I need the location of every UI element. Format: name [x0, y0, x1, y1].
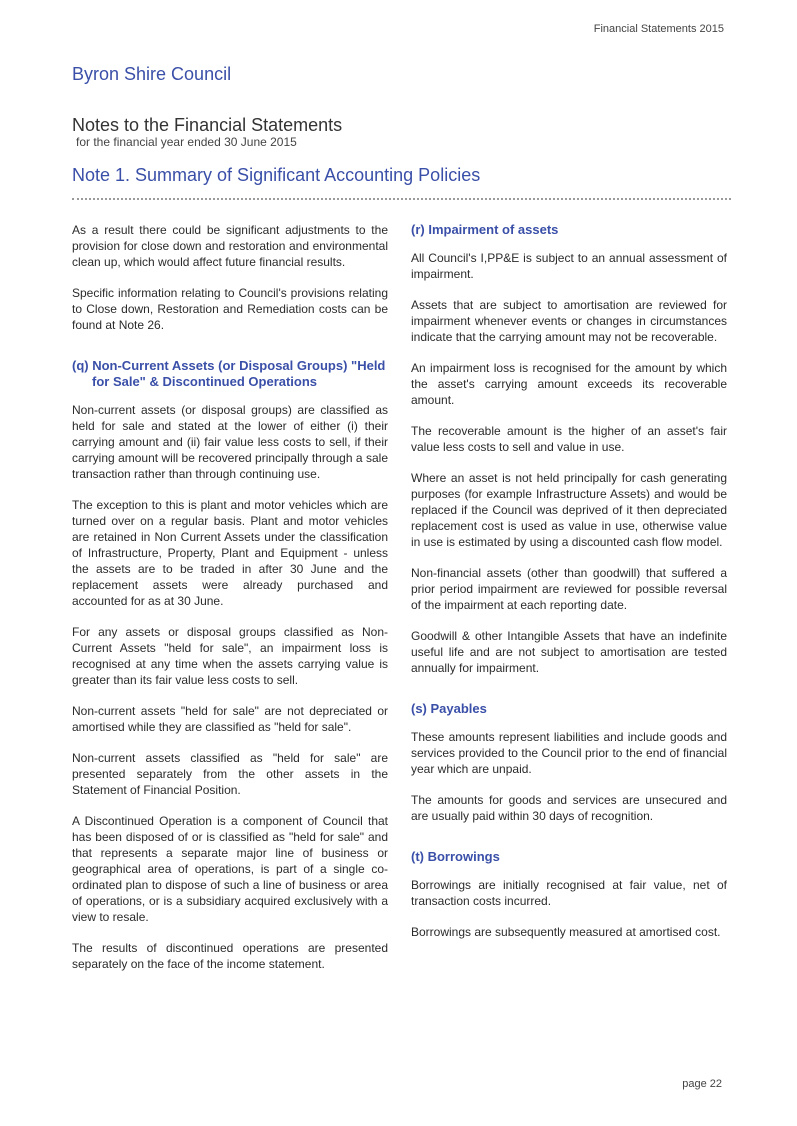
right-column: [411, 222, 727, 955]
note-title: Note 1. Summary of Significant Accounting Policies: [72, 165, 481, 185]
paragraph: An impairment loss is recognised for the amount by which the asset's carrying amount exceeds its recoverable amount.: [411, 361, 727, 407]
notes-title: Notes to the Financial Statements: [72, 115, 343, 135]
paragraph: Non-financial assets (other than goodwill) that suffered a prior period impairment are reviewed for possible reversal of the impairment at each reporting date.: [411, 566, 727, 612]
paragraph: The recoverable amount is the higher of an asset's fair value less costs to sell and value in use.: [411, 424, 727, 454]
notes-subtitle: for the financial year ended 30 June 2015: [76, 135, 297, 149]
paragraph: Where an asset is not held principally for cash generating purposes (for example Infrastructure Assets) and would be replaced if the Council was deprived of it then depreciated replacement cost is used as value in use, otherwise value in use is estimated by using a discounted cash flow model.: [411, 471, 727, 549]
left-column: [72, 222, 388, 987]
paragraph: Assets that are subject to amortisation are reviewed for impairment whenever events or changes in circumstances indicate that the carrying amount may not be recoverable.: [411, 298, 727, 344]
running-head: Financial Statements 2015: [593, 23, 724, 35]
paragraph: Non-current assets "held for sale" are not depreciated or amortised while they are classified as "held for sale".: [72, 704, 388, 734]
paragraph: Goodwill & other Intangible Assets that have an indefinite useful life and are not subject to amortisation are tested annually for impairment.: [411, 629, 727, 675]
paragraph: Borrowings are subsequently measured at amortised cost.: [411, 925, 721, 939]
paragraph: A Discontinued Operation is a component of Council that has been disposed of or is classified as "held for sale" and that represents a separate major line of business or geographical area of operations, is part of a single co-ordinated plan to dispose of such a line of business or area of operations, or is a subsidiary acquired exclusively with a view to resale.: [72, 814, 388, 924]
paragraph: As a result there could be significant adjustments to the provision for close down and restoration and environmental clean up, which would affect future financial results.: [72, 223, 388, 269]
dotted-divider: [72, 198, 731, 200]
council-name: Byron Shire Council: [72, 64, 232, 84]
page-number: page 22: [682, 1078, 722, 1090]
paragraph: Non-current assets (or disposal groups) are classified as held for sale and stated at the lower of either (i) their carrying amount and (ii) fair value less costs to sell, if their carrying amount will be recovered principally through a sale transaction rather than through continuing use.: [72, 403, 388, 481]
paragraph: Specific information relating to Council's provisions relating to Close down, Restoration and Remediation costs can be found at Note 26.: [72, 286, 388, 332]
paragraph: The results of discontinued operations are presented separately on the face of the income statement.: [72, 941, 388, 971]
paragraph: For any assets or disposal groups classified as Non-Current Assets "held for sale", an impairment loss is recognised at any time when the assets carrying value is greater than its fair value less costs to sell.: [72, 625, 388, 687]
section-heading-r: (r) Impairment of assets: [411, 222, 559, 237]
paragraph: Non-current assets classified as "held for sale" are presented separately from the other assets in the Statement of Financial Position.: [72, 751, 388, 797]
paragraph: Borrowings are initially recognised at fair value, net of transaction costs incurred.: [411, 878, 727, 908]
paragraph: The exception to this is plant and motor vehicles which are turned over on a regular basis. Plant and motor vehicles are retained in Non Current Assets under the classification of Infrastructure, Property, Plant and Equipment - unless the assets are to be traded in after 30 June and the replacement assets were already purchased and accounted for as at 30 June.: [72, 498, 388, 608]
paragraph: These amounts represent liabilities and include goods and services provided to the Council prior to the end of financial year which are unpaid.: [411, 730, 727, 776]
paragraph: All Council's I,PP&E is subject to an annual assessment of impairment.: [411, 251, 727, 281]
section-heading-t: (t) Borrowings: [411, 849, 500, 864]
section-heading-s: (s) Payables: [411, 701, 487, 716]
paragraph: The amounts for goods and services are unsecured and are usually paid within 30 days of recognition.: [411, 793, 727, 823]
section-heading-q: (q) Non-Current Assets (or Disposal Groups) "Held for Sale" & Discontinued Operations: [72, 358, 386, 389]
